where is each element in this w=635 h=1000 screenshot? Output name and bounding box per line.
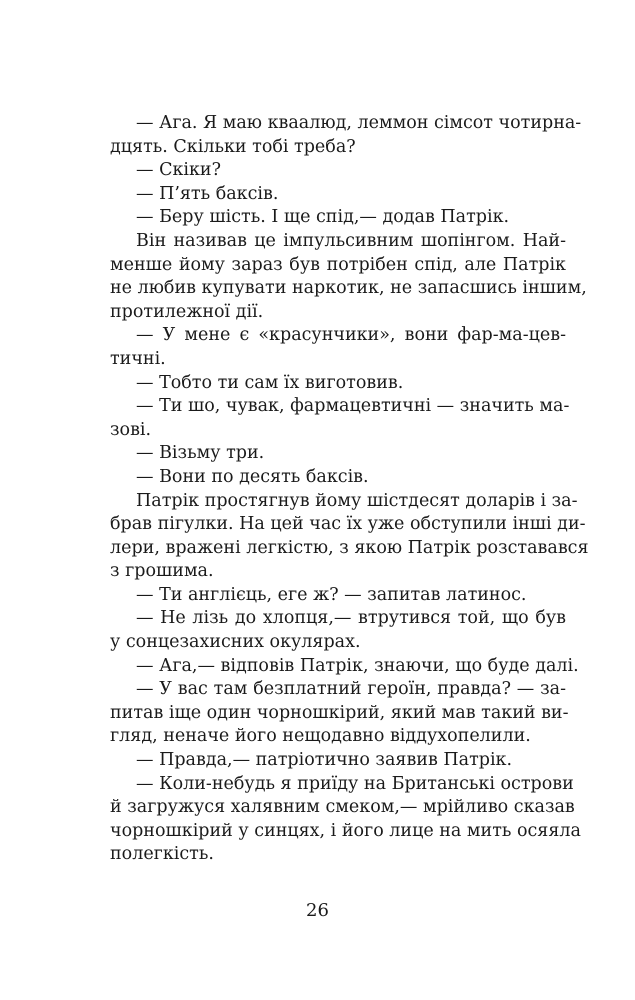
text-line: менше йому зараз був потрібен спід, але Патрік [110,254,566,275]
page-number: 26 [306,900,329,921]
text-line: чорношкірий у синцях, і його лице на мить осяяла [110,820,581,841]
text-line: полегкість. [110,844,214,865]
text-line: з грошима. [110,561,214,582]
text-line: — Ага. Я маю кваалюд, леммон сімсот чотирна- [136,113,582,133]
text-line: гляд, неначе його нещодавно віддухопелили. [110,726,531,747]
text-line: — У мене є «красунчики», вони фар-ма-цев- [136,325,566,346]
text-line: протилежної дії. [110,301,264,322]
text-line: — Беру шість. І ще спід,— додав Патрік. [136,207,510,228]
text-line: — Ти англієць, еге ж? — запитав латинос. [136,584,527,605]
text-line: питав іще один чорношкірий, який мав такий ви- [110,702,569,723]
text-line: — Ага,— відповів Патрік, знаючи, що буде далі. [136,655,579,676]
text-line: — Тобто ти сам їх виготовив. [136,372,404,393]
text-line: Він називав це імпульсивним шопінгом. Най- [136,230,566,251]
text-line: брав пігулки. На цей час їх уже обступили інші ди- [110,514,586,535]
text-line: — Коли-небудь я приїду на Британські острови [136,773,574,794]
text-line: — У вас там безплатний героїн, правда? — за- [136,679,566,700]
text-line: — Вони по десять баксів. [136,466,369,487]
text-line: — Не лізь до хлопця,— втрутився той, що був [136,608,566,629]
text-line: тичні. [110,348,166,369]
text-line: — Скіки? [136,160,221,181]
text-line: зові. [110,419,152,440]
text-line: — П’ять баксів. [136,183,279,204]
text-line: лери, вражені легкістю, з якою Патрік розставався [110,537,589,558]
text-line: Патрік простягнув йому шістдесят доларів і за- [136,490,578,511]
body-text [110,112,589,867]
text-line: у сонцезахисних окулярах. [110,632,361,653]
text-line: — Правда,— патріотично заявив Патрік. [136,750,513,771]
text-line: не любив купувати наркотик, не запасшись іншим, [110,278,587,299]
text-line: — Візьму три. [136,443,265,464]
text-line: — Ти шо, чувак, фармацевтичні — значить ма- [136,396,570,417]
text-line: й загружуся халявним смеком,— мрійливо сказав [110,797,575,818]
text-line: дцять. Скільки тобі треба? [110,136,356,157]
